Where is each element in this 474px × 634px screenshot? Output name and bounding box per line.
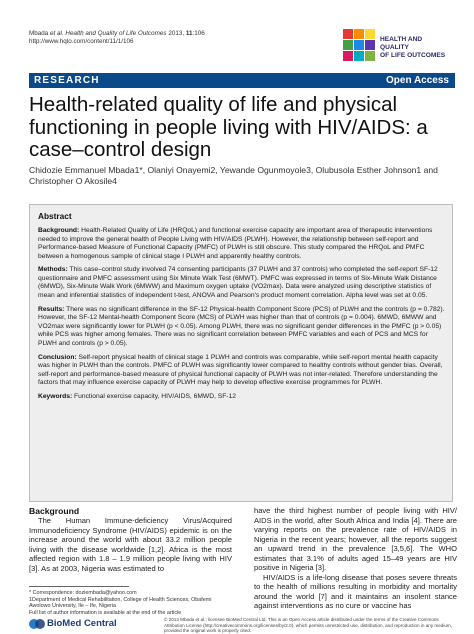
article-type: RESEARCH: [34, 75, 100, 86]
citation-page: :106: [192, 30, 205, 37]
logo-tile: [343, 29, 353, 39]
article-title: Health-related quality of life and physical functioning in people living with HIV/AIDS: a case–control design: [29, 93, 428, 161]
background-heading: Background: [29, 506, 80, 516]
logo-tile: [354, 29, 364, 39]
abstract-keywords: [38, 393, 448, 402]
abstract-body: [38, 227, 448, 407]
abstract-results-text: There was no significant difference in the SF-12 Physical-health Component Score (PCS) of PLWH and the controls (p = 0.782). However, the SF-12 Mental-health Component Score (MCS) of PLWH was higher than that of controls (p = 0.004). 6MWD, 6MWW and VO2max were significantly lower for PLWH (p < 0.05). Among PLWH, there was no significant gender differences in the PMFC (p > 0.05) while PCS was higher among females. There was no significant correlation between PMFC variables and each of PCS and MCS for PLWH and controls (p > 0.05).: [38, 305, 445, 347]
footnotes: [29, 590, 234, 616]
footnote-divider: [29, 586, 129, 587]
abstract-background: [38, 227, 448, 261]
journal-logo-text: HEALTH AND QUALITY OF LIFE OUTCOMES: [380, 36, 446, 59]
journal-logo: [342, 25, 452, 69]
affiliation-note: 1Department of Medical Rehabilitation, College of Health Sciences, Obafemi Awolowo University, Ile – Ife, Nigeria: [29, 596, 212, 609]
abstract-background-text: Health-Related Quality of Life (HRQoL) and functional exercise capacity are important area of therapeutic interventions needed to improve the general health of People Living with HIV/AIDS (PLWH). However, the relationship between self-report and Performance-based Measure of Functional Capacity (PMFC) of PLWH is still obscure. This study compared the HRQoL and PMFC between a homogenous sample of clinical stage I PLWH and apparently healthy controls.: [38, 227, 433, 260]
abstract-results-label: Results:: [38, 305, 65, 313]
publisher-name: BioMed Central: [47, 618, 117, 629]
logo-tile: [343, 40, 353, 50]
abstract-methods-label: Methods:: [38, 266, 68, 274]
copyright-notice: © 2013 Mbada et al.; licensee BioMed Central Ltd. This is an Open Access article distributed under the terms of the Creative Commons Attribution License (http://creativecommons.org/licenses/by/2.0), which permits unrestricted use, distribution, and reproduction in any medium, provided the original work is properly cited.: [164, 617, 453, 634]
citation-year: 2013,: [166, 30, 186, 37]
logo-tile: [365, 29, 375, 39]
abstract-conclusion-label: Conclusion:: [38, 353, 77, 361]
body-paragraph: have the third highest number of people living with HIV/ AIDS in the world, after South Africa and India [4]. There are varying reports on the prevalence rate of HIV/AIDS in Nigeria in the recent years; however, all the reports suggest an upward trend in the prevalence [3,5,6]. The WHO estimates that 3.1% of adults aged 15–49 years are HIV positive in Nigeria [3].: [254, 506, 457, 573]
biomed-central-icon: [29, 617, 45, 631]
abstract-keywords-text: Functional exercise capacity, HIV/AIDS, 6MWD, SF-12: [72, 393, 236, 401]
section-bar: [29, 73, 455, 88]
abstract-conclusion-text: Self-report physical health of clinical stage 1 PLWH and controls was comparable, while self-report mental health capacity was higher in PLWH than the controls. PMFC of PLWH was significantly lower compared to healthy controls without gender bias. Overall, self-report and performance-based measure of physical functional capacity of PLWH was not inter-related. Therefore understanding the factors that may influence exercise capacity of PLWH may help to develop effective exercise programmes for PLWH.: [38, 353, 443, 387]
logo-tile: [343, 51, 353, 61]
author-info-note: Full list of author information is available at the end of the article: [29, 609, 182, 616]
logo-tile: [354, 40, 364, 50]
citation-author: Mbada: [29, 30, 49, 37]
citation-volume: 11: [185, 30, 193, 37]
body-right-column: [254, 506, 457, 611]
logo-tile: [365, 51, 375, 61]
citation-journal: et al. Health and Quality of Life Outcomes: [48, 30, 167, 37]
citation: [29, 30, 205, 46]
abstract-methods-text: This case–control study involved 74 consenting participants (37 PLWH and 37 controls) who completed the self-report SF-12 questionnaire and PMFC assessment using Six Minute Walk Test (6MWT). PMFC was expressed in terms of Six-Minute Walk Distance (6MWD), Six-Minute Walk Work (6MWW) and Maximum oxygen uptake (VO2max). Data were analyzed using descriptive statistics of mean and inferential statistics of independent t-test, ANOVA and Pearson's product moment correlation. Alpha level was set at 0.05.: [38, 266, 438, 300]
correspondence-note: * Correspondence: doziembada@yahoo.com: [29, 590, 137, 596]
open-access-label: Open Access: [386, 75, 449, 86]
logo-tile: [365, 40, 375, 50]
abstract-keywords-label: Keywords:: [38, 393, 73, 401]
logo-tile: [354, 51, 364, 61]
abstract-results: [38, 306, 448, 349]
abstract-background-label: Background:: [38, 227, 80, 234]
abstract-box: [29, 204, 453, 502]
citation-url[interactable]: http://www.hqlo.com/content/11/1/106: [29, 38, 134, 46]
abstract-methods: [38, 266, 448, 300]
body-paragraph: HIV/AIDS is a life-long disease that poses severe threats to the health of millions resulting in morbidity and mortality around the world [7] and it maintains an insolent stance against interventions as no cure or vaccine has: [254, 572, 457, 611]
abstract-heading: Abstract: [38, 211, 72, 221]
author-list: Chidozie Emmanuel Mbada1*, Olaniyi Onayemi2, Yewande Ogunmoyole3, Olubusola Esther Johnson1 and Christopher O Akosile4: [29, 165, 438, 186]
citation-line1: [29, 30, 205, 38]
abstract-conclusion: [38, 354, 448, 388]
body-paragraph: The Human Immune-deficiency Virus/Acquired Immunodeficiency Syndrome (HIV/AIDS) epidemic is on the increase around the world with about 33.2 million people living with the disease worldwide [1,2]. Africa is the most affected region with 1.8 – 1.9 million people living with HIV [3]. As at 2003, Nigeria was estimated to: [29, 516, 232, 573]
journal-logo-icon: [342, 28, 376, 62]
body-left-column: [29, 506, 232, 573]
publisher-logo: [29, 617, 129, 631]
